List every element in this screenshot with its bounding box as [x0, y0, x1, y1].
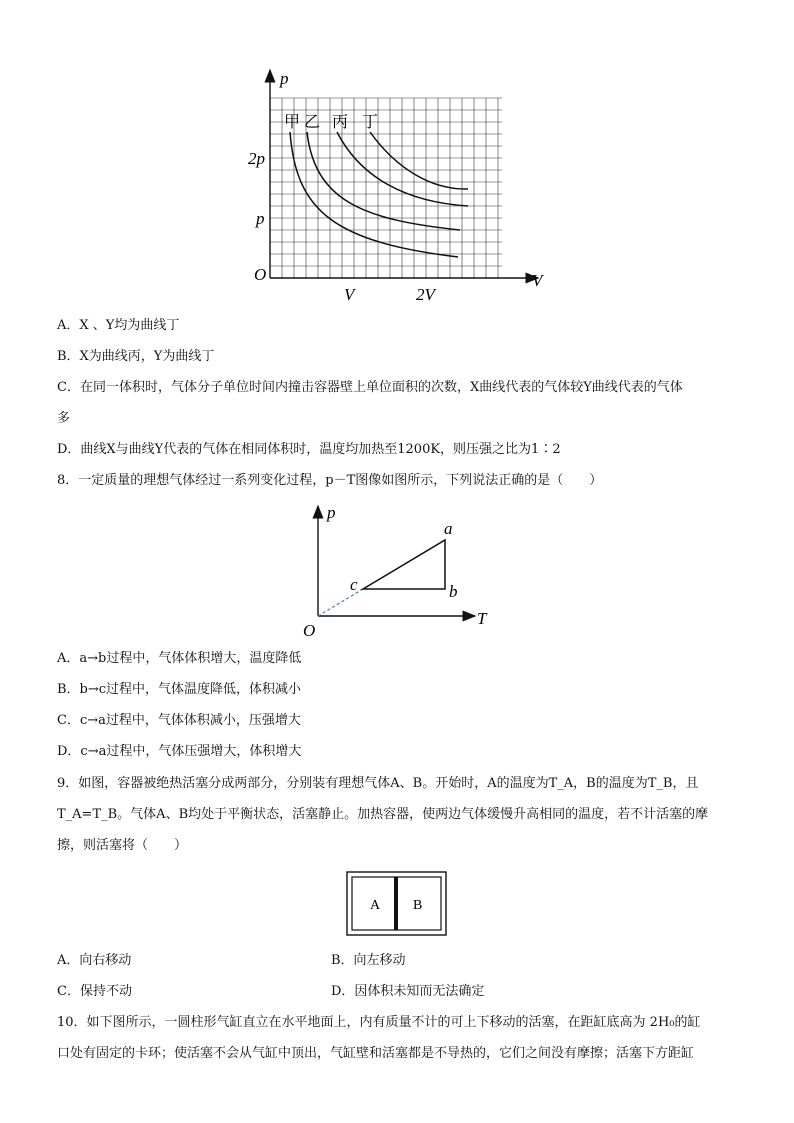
q9-option-a: A．向右移动	[57, 953, 132, 968]
point-b-label: b	[449, 582, 458, 601]
container-figure	[346, 871, 448, 937]
q8-option-d: D．c→a过程中，气体压强增大，体积增大	[57, 744, 302, 759]
pt-t-label: T	[477, 609, 487, 628]
q9-stem-line2: T_A=T_B。气体A、B均处于平衡状态，活塞静止。加热容器，使两边气体缓慢升高相同的温度，若不计活塞的摩	[57, 807, 709, 822]
origin-label: O	[254, 265, 267, 284]
point-c-label: c	[350, 575, 358, 594]
q7-option-b: B．X为曲线丙，Y为曲线丁	[57, 349, 215, 364]
pv-graph-figure	[240, 62, 560, 307]
cycle-triangle	[363, 540, 445, 589]
y-tick-p: p	[256, 209, 265, 228]
gas-b-label: B	[413, 898, 423, 913]
pt-origin-label: O	[303, 621, 316, 640]
q8-option-b: B．b→c过程中，气体温度降低，体积减小	[57, 682, 302, 697]
x-tick-2v: 2V	[416, 285, 435, 304]
point-a-label: a	[444, 519, 453, 538]
q10-stem-line1: 10．如下图所示，一圆柱形气缸直立在水平地面上，内有质量不计的可上下移动的活塞，在距缸底高为 2H₀的缸	[57, 1015, 701, 1030]
v-axis-label: V	[532, 271, 543, 290]
curve-jia	[290, 132, 458, 257]
curve-bing	[337, 132, 468, 206]
q8-option-c: C．c→a过程中，气体体积减小，压强增大	[57, 713, 301, 728]
q9-stem-line3: 擦，则活塞将（ ）	[57, 838, 188, 853]
curve-label-bing: 丙	[332, 114, 349, 131]
curve-ding	[370, 132, 468, 189]
q9-option-c: C．保持不动	[57, 984, 132, 999]
x-tick-v: V	[344, 285, 355, 304]
q8-option-a: A．a→b过程中，气体体积增大，温度降低	[57, 651, 302, 666]
pt-graph-figure	[295, 500, 495, 640]
curve-label-ding: 丁	[362, 114, 379, 131]
q8-stem: 8．一定质量的理想气体经过一系列变化过程，p－T图像如图所示，下列说法正确的是（ ）	[57, 473, 603, 488]
curve-label-jia: 甲	[284, 114, 301, 131]
piston	[394, 877, 398, 930]
curve-label-yi: 乙	[304, 114, 321, 131]
q9-stem-line1: 9．如图，容器被绝热活塞分成两部分，分别装有理想气体A、B。开始时，A的温度为T_A，B的温度为T_B，且	[57, 776, 699, 791]
pt-p-label: p	[327, 503, 336, 522]
q7-option-c-line2: 多	[57, 411, 71, 426]
q9-option-d: D．因体积未知而无法确定	[331, 984, 485, 999]
q9-option-b: B．向左移动	[331, 953, 406, 968]
q10-stem-line2: 口处有固定的卡环；使活塞不会从气缸中顶出，气缸壁和活塞都是不导热的，它们之间没有摩擦；活塞下方距缸	[57, 1046, 695, 1061]
q7-option-c-line1: C．在同一体积时，气体分子单位时间内撞击容器壁上单位面积的次数，X曲线代表的气体较Y曲线代表的气体	[57, 380, 683, 395]
y-tick-2p: 2p	[248, 149, 265, 168]
p-axis-label: p	[280, 69, 289, 88]
gas-a-label: A	[370, 898, 381, 913]
q7-option-d: D．曲线X与曲线Y代表的气体在相同体积时，温度均加热至1200K，则压强之比为1∶2	[57, 442, 561, 457]
q7-option-a: A．X 、Y均为曲线丁	[57, 318, 180, 333]
